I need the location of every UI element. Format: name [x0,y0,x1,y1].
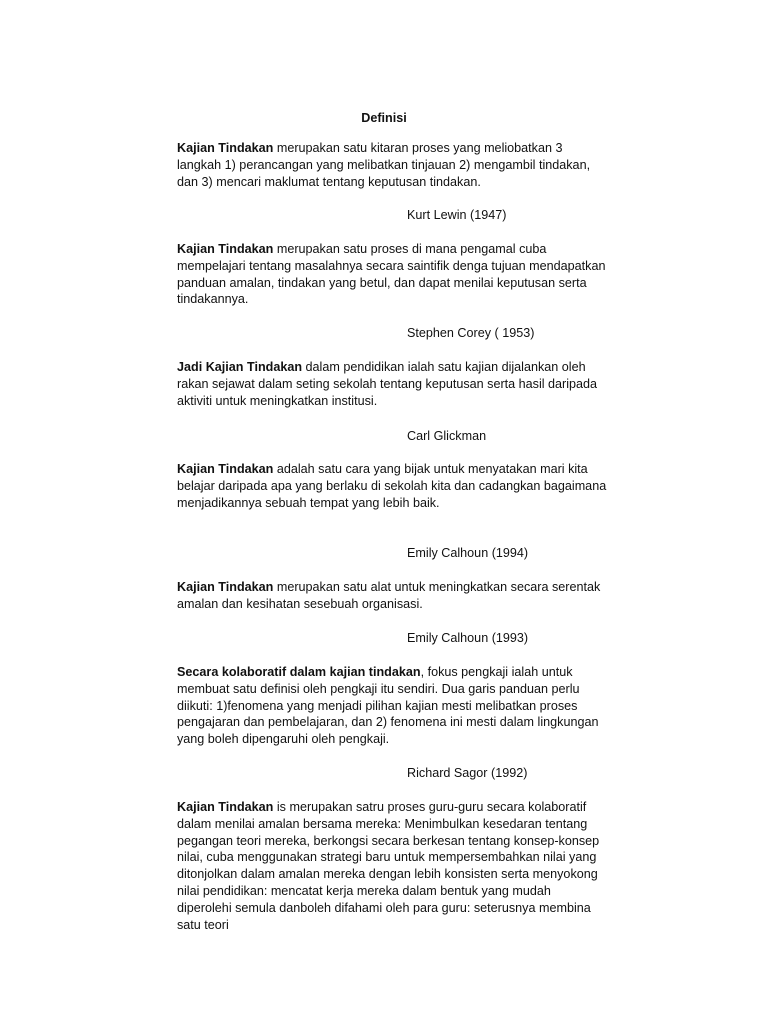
definition-author: Richard Sagor (1992) [407,766,528,780]
definition-term: Kajian Tindakan [177,800,274,814]
definition-term: Kajian Tindakan [177,580,274,594]
definition-paragraph [177,140,607,190]
definition-paragraph [177,241,607,308]
definition-term: Kajian Tindakan [177,462,274,476]
definition-text: , fokus pengkaji ialah untuk membuat satu definisi oleh pengkaji itu sendiri. Dua garis panduan perlu diikuti: 1)fenomena yang menjadi pilihan kajian mesti melibatkan proses pengajaran dan pembelajaran, dan 2) fenomena ini mesti dalam lingkungan yang boleh dipengaruhi oleh pengkaji. [177,665,599,747]
definition-text: merupakan satu alat untuk meningkatkan secara serentak amalan dan kesihatan sesebuah organisasi. [177,580,601,611]
definition-author: Emily Calhoun (1993) [407,631,529,645]
definition-text: merupakan satu kitaran proses yang meliobatkan 3 langkah 1) perancangan yang melibatkan tinjauan 2) mengambil tindakan, dan 3) mencari maklumat tentang keputusan tindakan. [177,141,591,189]
definition-paragraph [177,799,607,933]
definition-text: merupakan satu proses di mana pengamal cuba mempelajari tentang masalahnya secara saintifik denga tujuan mendapatkan panduan amalan, tindakan yang betul, dan dapat menilai keputusan serta tindakannya. [177,242,606,307]
definition-text: adalah satu cara yang bijak untuk menyatakan mari kita belajar daripada apa yang berlaku di sekolah kita dan cadangkan bagaimana menjadikannya sebuah tempat yang lebih baik. [177,462,607,510]
definition-term: Secara kolaboratif dalam kajian tindakan [177,665,421,679]
definition-text: dalam pendidikan ialah satu kajian dijalankan oleh rakan sejawat dalam seting sekolah tentang keputusan serta hasil daripada aktiviti untuk meningkatkan institusi. [177,360,598,408]
definition-paragraph [177,359,607,409]
definition-term: Kajian Tindakan [177,242,274,256]
document-title: Definisi [361,111,407,125]
definition-author: Carl Glickman [407,429,487,443]
definition-term: Jadi Kajian Tindakan [177,360,303,374]
definition-paragraph [177,579,607,613]
definition-paragraph [177,664,607,748]
definition-author: Stephen Corey ( 1953) [407,326,535,340]
definition-author: Kurt Lewin (1947) [407,208,507,222]
definition-paragraph [177,461,607,511]
definition-term: Kajian Tindakan [177,141,274,155]
definition-text: is merupakan satru proses guru-guru secara kolaboratif dalam menilai amalan bersama mereka: Menimbulkan kesedaran tentang pegangan teori mereka, berkongsi secara berkesan tentang konsep-konsep nilai, cuba menggunakan strategi baru untuk mempersembahkan nilai yang ditonjolkan dalam amalan mereka dengan lebih konsisten serta menyokong nilai pendidikan: mencatat kerja mereka dalam bentuk yang mudah diperolehi semula danboleh difahami oleh para guru: seterusnya membina satu teori [177,800,600,932]
definition-author: Emily Calhoun (1994) [407,546,529,560]
